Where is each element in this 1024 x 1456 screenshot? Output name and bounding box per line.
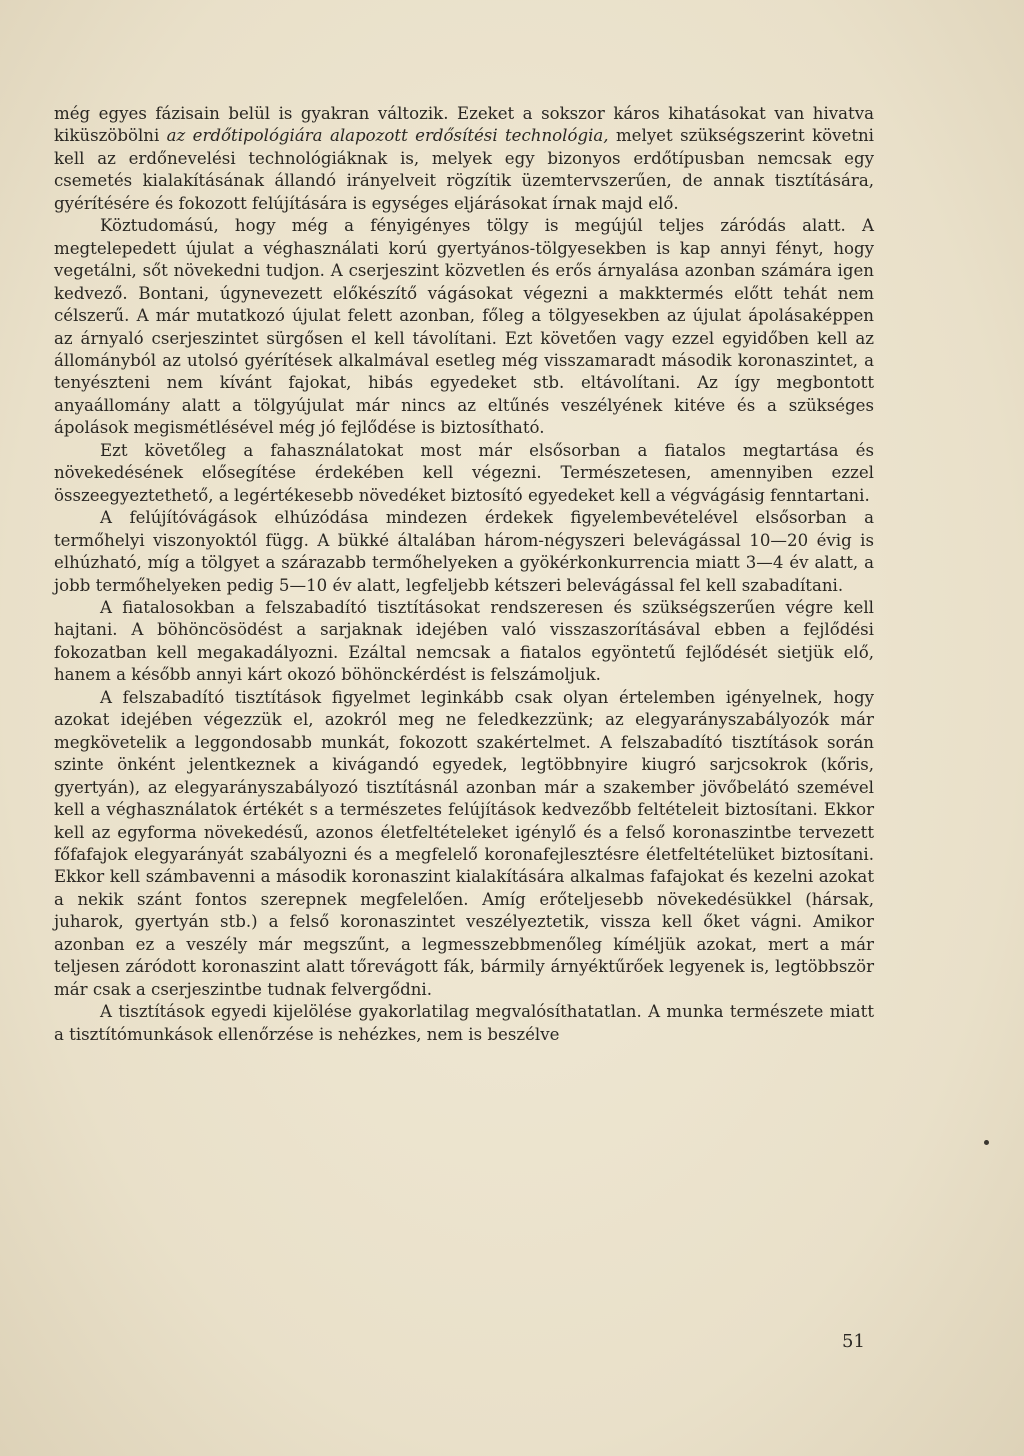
paragraph-3: Ezt követőleg a fahasználatokat most már elsősorban a fiatalos megtartása és növekedésének elősegítése érdekében kell végezni. Természetesen, amennyiben ezzel összeegyeztethető, a legértékesebb növedéket biztosító egyedeket kell a végvágásig fenntartani. <box>54 440 874 505</box>
paragraph-1-rest: melyet szükségszerint követni kell az erdőnevelési technológiáknak is, melyek egy bizonyos erdőtípusban nemcsak egy csemetés kialakításának állandó irányelveit rögzítik üzemtervszerűen, de annak tisztítására, gyérítésére és fokozott felújítására is egységes eljárásokat írnak majd elő. <box>54 126 874 213</box>
paragraph-7: A tisztítások egyedi kijelölése gyakorlatilag megvalósíthatatlan. A munka természete miatt a tisztítómunkások ellenőrzése is nehézkes, nem is beszélve <box>54 1002 874 1044</box>
page-number: 51 <box>842 1331 865 1352</box>
paragraph-1-lead: még egyes fázisain belül is gyakran változik. Ezeket a sokszor káros kihatásokat van hivatva kiküszöbölni <box>54 104 874 146</box>
paragraph-1-italic-phrase: az erdőtipológiára alapozott erdősítési technológia, <box>166 126 609 146</box>
paragraph-6: A felszabadító tisztítások figyelmet leginkább csak olyan értelemben igényelnek, hogy azokat idejében végezzük el, azokról meg ne feledkezzünk; az elegyarányszabályozók már megkövetelik a leggondosabb munkát, fokozott szakértelmet. A felszabadító tisztítások során szinte önként jelentkeznek a kivágandó egyedek, legtöbbnyire kiugró sarjcsokrok (kőris, gyertyán), az elegyarányszabályozó tisztításnál azonban már a szakember jövőbelátó szemével kell a véghasználatok értékét s a természetes felújítások kedvezőbb feltételeit biztosítani. Ekkor kell az egyforma növekedésű, azonos életfeltételeket igénylő és a felső koronaszintbe tervezett főfafajok elegyarányát szabályozni és a megfelelő koronafejlesztésre életfeltételüket biztosítani. Ekkor kell számbavenni a második koronaszint kialakítására alkalmas fafajokat és kezelni azokat a nekik szánt fontos szerepnek megfelelően. Amíg erőteljesebb növekedésükkel (hársak, juharok, gyertyán stb.) a felső koronaszintet veszélyeztetik, vissza kell őket vágni. Amikor azonban ez a veszély már megszűnt, a legmesszebbmenőleg kíméljük azokat, mert a már teljesen záródott koronaszint alatt tőrevágott fák, bármily árnyéktűrőek legyenek is, legtöbbször már csak a cserjeszintbe tudnak felvergődni. <box>54 687 874 999</box>
paragraph-2: Köztudomású, hogy még a fényigényes tölgy is megújúl teljes záródás alatt. A megtelepedett újulat a véghasználati korú gyertyános-tölgyesekben is kap annyi fényt, hogy vegetálni, sőt növekedni tudjon. A cserjeszint közvetlen és erős árnyalása azonban számára igen kedvező. Bontani, úgynevezett előkészítő vágásokat végezni a makktermés előtt tehát nem célszerű. A már mutatkozó újulat felett azonban, főleg a tölgyesekben az újulat ápolásaképpen az árnyaló cserjeszintet sürgősen el kell távolítani. Ezt követően vagy ezzel egyidőben kell az állományból az utolsó gyérítések alkalmával esetleg még visszamaradt második koronaszintet, a tenyészteni nem kívánt fajokat, hibás egyedeket stb. eltávolítani. Az így megbontott anyaállomány alatt a tölgyújulat már nincs az eltűnés veszélyének kitéve és a szükséges ápolások megismétlésével még jó fejlődése is biztosítható. <box>54 216 874 438</box>
paragraph-1 <box>54 103 874 215</box>
body-text <box>54 103 874 1046</box>
ink-speck <box>984 1140 989 1145</box>
paragraph-4: A felújítóvágások elhúzódása mindezen érdekek figyelembevételével elsősorban a termőhelyi viszonyoktól függ. A bükké általában három-négyszeri belevágással 10—20 évig is elhúzható, míg a tölgyet a szárazabb termőhelyeken a gyökérkonkurrencia miatt 3—4 év alatt, a jobb termőhelyeken pedig 5—10 év alatt, legfeljebb kétszeri belevágással fel kell szabadítani. <box>54 508 874 595</box>
paragraph-5: A fiatalosokban a felszabadító tisztításokat rendszeresen és szükségszerűen végre kell hajtani. A böhöncösödést a sarjaknak idejében való visszaszorításával ebben a fejlődési fokozatban kell megakadályozni. Ezáltal nemcsak a fiatalos egyöntetű fejlődését sietjük elő, hanem a később annyi kárt okozó böhönckérdést is felszámoljuk. <box>54 597 874 685</box>
